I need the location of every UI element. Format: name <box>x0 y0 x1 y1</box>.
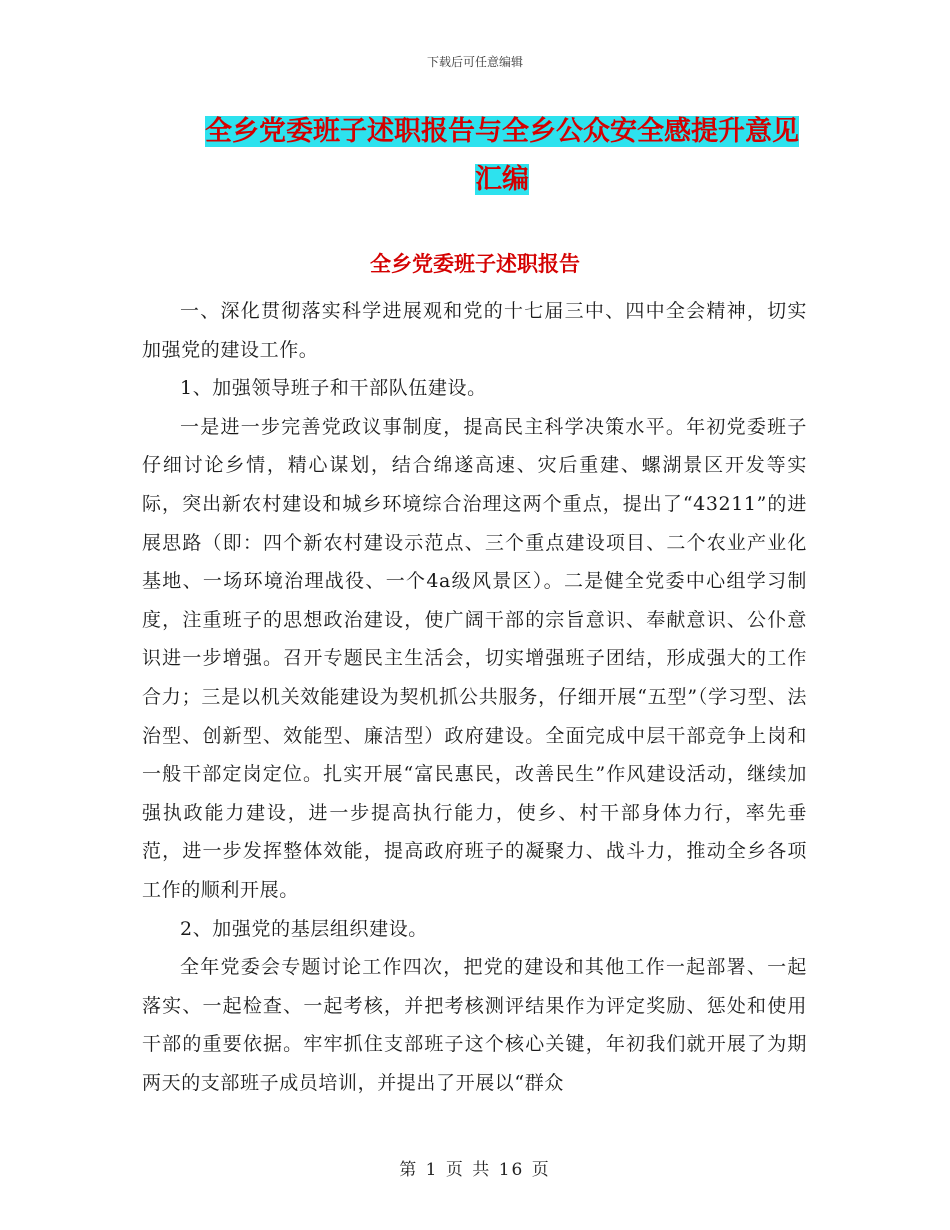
page-number-footer: 第 1 页 共 16 页 <box>399 1160 551 1180</box>
paragraph: 全年党委会专题讨论工作四次，把党的建设和其他工作一起部署、一起落实、一起检查、一起考核，并把考核测评结果作为评定奖励、惩处和使用干部的重要依据。牢牢抓住支部班子这个核心关键，年初我们就开展了为期两天的支部班子成员培训，并提出了开展以“群众 <box>142 956 807 1094</box>
document-title-text: 全乡党委班子述职报告与全乡公众安全感提升意见汇编 <box>205 116 799 195</box>
paragraph: 一是进一步完善党政议事制度，提高民主科学决策水平。年初党委班子仔细讨论乡情，精心谋划，结合绵遂高速、灾后重建、螺湖景区开发等实际，突出新农村建设和城乡环境综合治理这两个重点，提出了“43211”的进展思路（即：四个新农村建设示范点、三个重点建设项目、二个农业产业化基地、一场环境治理战役、一个4a级风景区）。二是健全党委中心组学习制度，注重班子的思想政治建设，使广阔干部的宗旨意识、奉献意识、公仆意识进一步增强。召开专题民主生活会，切实增强班子团结，形成强大的工作合力；三是以机关效能建设为契机抓公共服务，仔细开展“五型”（学习型、法治型、创新型、效能型、廉洁型）政府建设。全面完成中层干部竞争上岗和一般干部定岗定位。扎实开展“富民惠民，改善民生”作风建设活动，继续加强执政能力建设，进一步提高执行能力，使乡、村干部身体力行，率先垂范，进一步发挥整体效能，提高政府班子的凝聚力、战斗力，推动全乡各项工作的顺利开展。 <box>142 415 807 901</box>
document-title <box>192 108 812 204</box>
document-body <box>142 292 807 1102</box>
section-title: 全乡党委班子述职报告 <box>370 252 580 276</box>
paragraph: 2、加强党的基层组织建设。 <box>180 917 428 940</box>
paragraph: 一、深化贯彻落实科学进展观和党的十七届三中、四中全会精神，切实加强党的建设工作。 <box>142 300 807 361</box>
paragraph: 1、加强领导班子和干部队伍建设。 <box>180 377 487 400</box>
header-note: 下载后可任意编辑 <box>426 55 523 69</box>
